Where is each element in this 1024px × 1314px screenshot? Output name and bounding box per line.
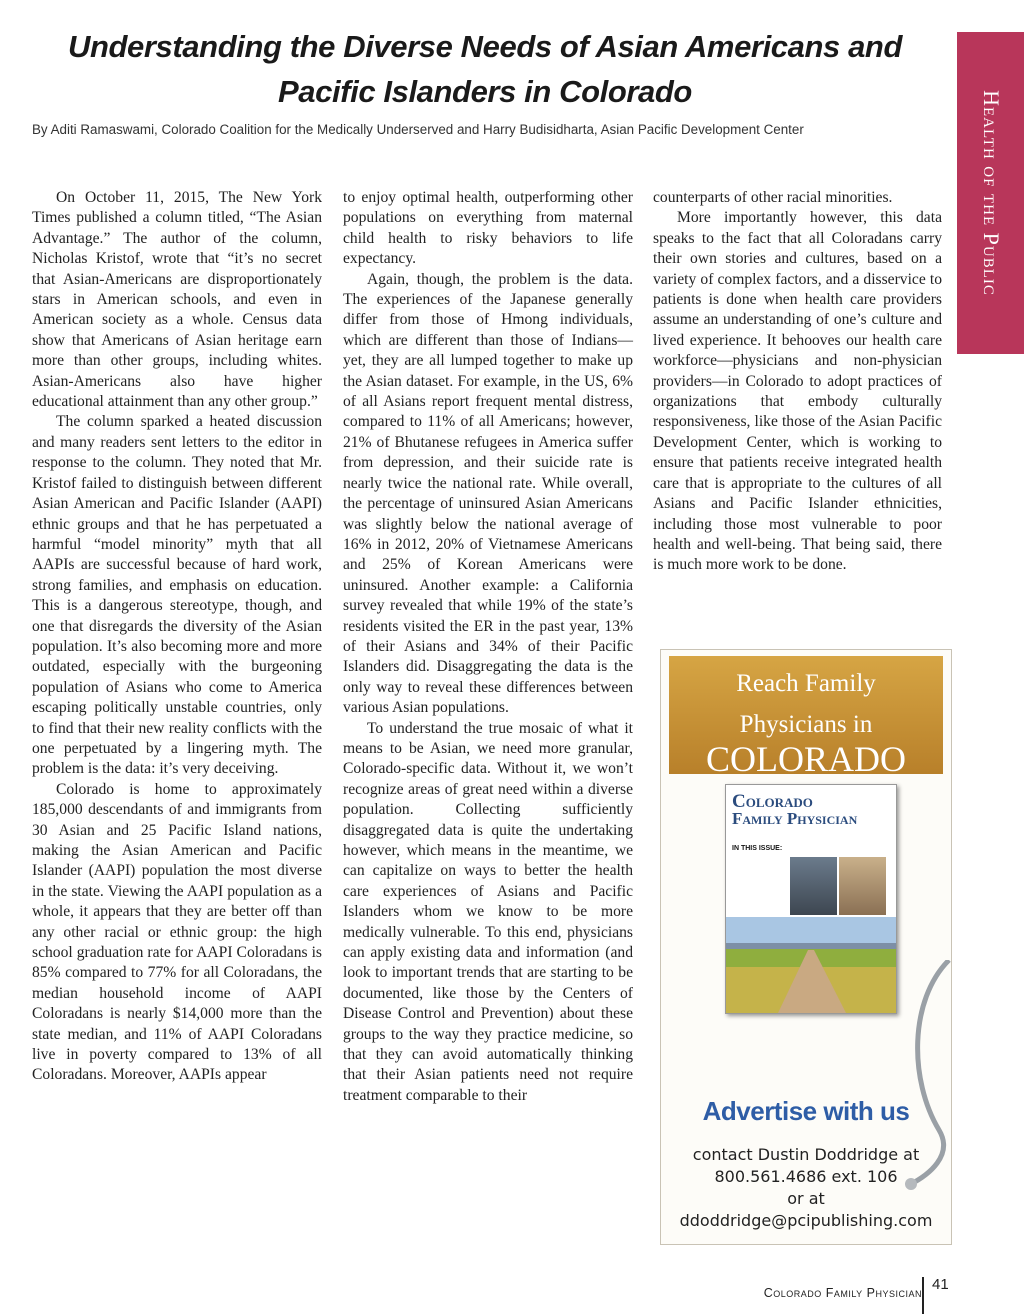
ad-headline-state: COLORADO — [705, 739, 906, 779]
paragraph: The column sparked a heated discussion and many readers sent letters to the editor in response to the column. They noted that Mr. Kristof failed to distinguish between different Asian American and Pacific Islander (AAPI) ethnic groups and that he has perpetuated a harmful “model minority” myth that all AAPIs are successful because of hard work, strong families, and emphasis on education. This is a dangerous stereotype, though, and one that disregards the diversity of the Asian population. It’s also becoming more and more outdated, especially with the burgeoning population of Asians who come to America escaping politically unstable countries, only to find that their new reality conflicts with the one perpetuated by a lingering myth. The problem is the data: it’s very deceiving. — [32, 413, 322, 778]
article-column-3 — [653, 188, 942, 576]
paragraph: to enjoy optimal health, outperforming other populations on everything from maternal child health to risky behaviors to life expectancy. — [343, 189, 633, 268]
contact-email[interactable]: ddoddridge@pcipublishing.com — [679, 1211, 933, 1230]
article-column-2 — [343, 188, 633, 1106]
ad-contact-block — [661, 1144, 951, 1232]
landscape-road-image — [726, 917, 896, 1013]
contact-line: or at — [787, 1189, 825, 1208]
cover-photo — [790, 857, 837, 915]
ad-headline-line: Reach Family — [736, 670, 876, 697]
contact-line: contact Dustin Doddridge at — [692, 1145, 920, 1164]
cover-photo — [839, 857, 886, 915]
footer-divider — [922, 1277, 924, 1314]
paragraph: To understand the true mosaic of what it means to be Asian, we need more granular, Colorado-specific data. Without it, we won’t recognize areas of great need within a diverse population. Collecting sufficiently disaggregated data is quite the undertaking however, which means in the meantime, we can capitalize on ways to better the health care experiences of Asians and Pacific Islanders whom we know to be more medically vulnerable. To this end, physicians can apply existing data and information (and look to important trends that are starting to be documented, like those by the Centers of Disease Control and Prevention) about these groups to the way they practice medicine, so that they can avoid automatically thinking that their Asian patients need not require treatment comparable to their — [343, 719, 633, 1104]
magazine-title-line: Colorado — [732, 791, 813, 812]
paragraph: On October 11, 2015, The New York Times published a column titled, “The Asian Advantage.” The author of the column, Nicholas Kristof, wrote that “it’s no secret that Asian-Americans are disproportionately stars in American schools, and even in American society as a whole. Census data show that Americans of Asian heritage earn more than other groups, including whites. Asian-Americans also have higher educational attainment than any other group.” — [32, 189, 322, 411]
article-title: Understanding the Diverse Needs of Asian Americans and Pacific Islanders in Colorado — [67, 29, 902, 109]
advertisement[interactable] — [660, 649, 952, 1245]
byline: By Aditi Ramaswami, Colorado Coalition for the Medically Underserved and Harry Budisidharta, Asian Pacific Development Center — [32, 122, 804, 137]
ad-headline-line: Physicians in — [739, 711, 873, 738]
section-tab — [957, 32, 1024, 354]
paragraph: More importantly however, this data speaks to the fact that all Coloradans carry their own stories and cultures, based on a variety of complex factors, and a disservice to patients is done when health care providers assume an understanding of one’s culture and lived experience. It behooves our health care workforce—physicians and non-physician providers—in Colorado to adopt practices of organizations that embody culturally responsiveness, like those of the Asian Pacific Development Center, which is working to ensure that patients receive integrated health care that is appropriate to the cultures of all Asians and Pacific Islander ethnicities, including those most vulnerable to poor health and well-being. That being said, there is much more work to be done. — [653, 209, 942, 574]
magazine-cover — [725, 784, 897, 1014]
paragraph: Again, though, the problem is the data. The experiences of the Japanese generally differ from those of Hmong individuals, which are different than those of Indians—yet, they are all lumped together to make up the Asian dataset. For example, in the US, 6% of all Asians report frequent mental distress, compared to 11% of all Americans; however, 21% of Bhutanese refugees in America suffer from depression, and their suicide rate is nearly twice the national rate. While overall, the percentage of uninsured Asian Americans was slightly below the national average of 16% in 2012, 20% of Vietnamese Americans and 25% of Korean Americans were uninsured. Another example: a California survey revealed that while 19% of the state’s residents visited the ER in the past year, 13% of their Asians and 34% of their Pacific Islanders did. Disaggregating the data is the only way to reveal these differences between various Asian populations. — [343, 270, 633, 717]
magazine-title — [732, 793, 892, 827]
page-number: 41 — [932, 1276, 949, 1293]
section-tab-label: Health of the Public — [978, 90, 1004, 296]
magazine-cover-photos — [790, 857, 886, 915]
magazine-issue-label: IN THIS ISSUE: — [732, 845, 783, 852]
contact-phone[interactable]: 800.561.4686 ext. 106 — [714, 1167, 898, 1186]
paragraph: Colorado is home to approximately 185,000 descendants of and immigrants from 30 Asian and 25 Pacific Island nations, making the Asian American and Pacific Islander (AAPI) population the most diverse in the state. Viewing the AAPI population as a whole, it appears that they are better off than any other racial or ethnic group: the high school graduation rate for AAPI Coloradans is 85% compared to 77% for all Coloradans, the median household income of AAPI Coloradans is nearly $14,000 more than the state median, and 11% of AAPI Coloradans live in poverty compared to 13% of all Coloradans. Moreover, AAPIs appear — [32, 780, 322, 1084]
ad-headline-panel — [669, 656, 943, 779]
article-column-1 — [32, 188, 322, 1086]
paragraph: counterparts of other racial minorities. — [653, 189, 893, 206]
footer-publication: Colorado Family Physician — [763, 1286, 922, 1300]
advertise-heading: Advertise with us — [702, 1096, 910, 1126]
magazine-title-line: Family Physician — [732, 809, 858, 828]
